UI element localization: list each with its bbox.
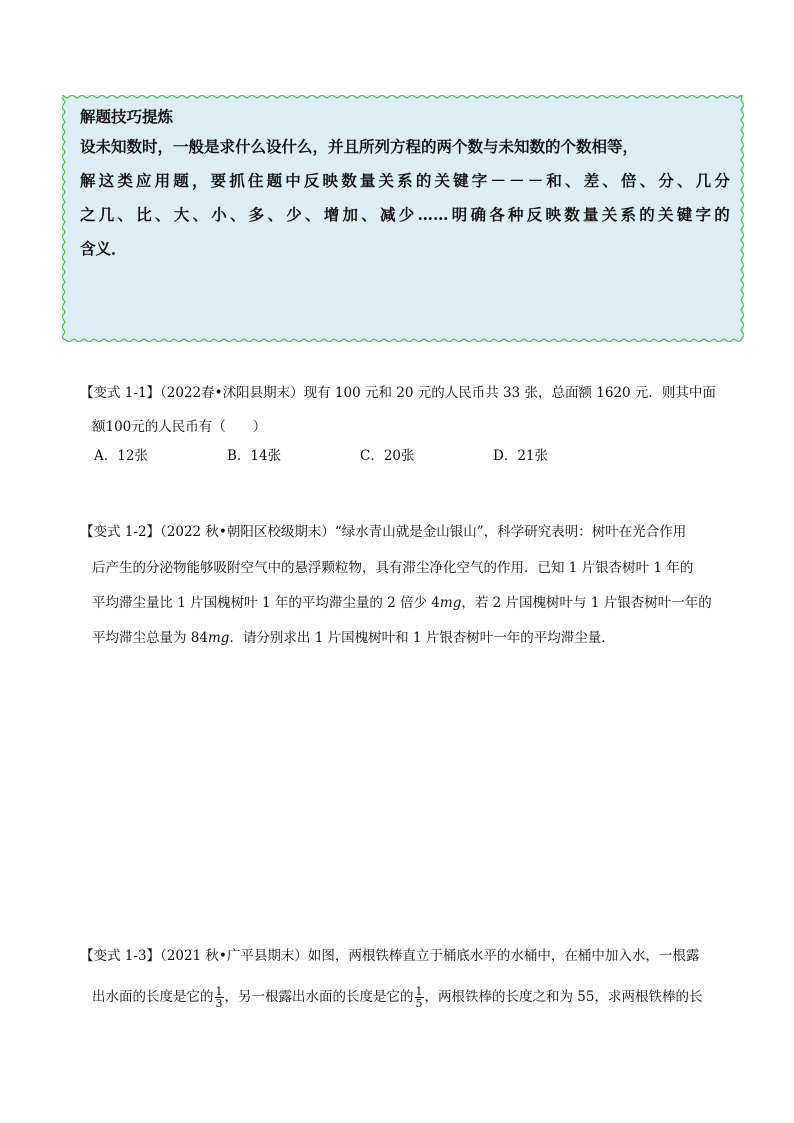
tip-line-2-char: 字 (471, 171, 488, 190)
tip-line-2-char: ， (191, 171, 208, 190)
tip-line-2-char: 倍 (621, 171, 637, 190)
tip-line-3-char: 、 (230, 205, 246, 224)
tip-line-3-char: 增 (323, 205, 340, 224)
tip-line-2-char: 中 (285, 171, 301, 190)
tip-line-2-char: － (509, 171, 525, 190)
tip-line-2-char: 应 (135, 171, 152, 190)
tip-line-3-char: 、 (155, 205, 171, 224)
tip-line-2-char: 抓 (229, 171, 245, 190)
tip-line-2-char: 反 (303, 171, 320, 190)
tip-line-2-char: 量 (359, 171, 376, 190)
tip-line-1: 设未知数时，一般是求什么设什么，并且所列方程的两个数与未知数的个数相等， (80, 137, 639, 156)
tip-line-2-char: 题 (173, 171, 189, 190)
tip-line-2-char: 、 (677, 171, 693, 190)
tip-line-2-char: 关 (378, 171, 395, 190)
question-1-1-line-2: 额100元的人民币有（ ） (92, 419, 267, 435)
tip-line-4: 含义． (80, 239, 127, 258)
tip-line-2-char: 分 (658, 171, 674, 190)
tip-line-2-char: 类 (117, 171, 133, 190)
tip-line-3-char: 减 (380, 205, 396, 224)
tip-line-3-char: 各 (489, 205, 505, 224)
tip-line-3-char: 、 (305, 205, 321, 224)
tip-line-2-char: 几 (695, 171, 712, 190)
tip-line-2-char: 、 (602, 171, 618, 190)
tip-line-2-char: 、 (639, 171, 656, 190)
option-a[interactable]: A．12张 (94, 448, 148, 464)
tip-line-2-char: 、 (565, 171, 581, 190)
tip-box (62, 95, 744, 342)
tip-line-3-char: 加 (342, 205, 359, 224)
tip-line-3-char: 的 (639, 205, 655, 224)
tip-line-3-char: 、 (192, 205, 209, 224)
tip-line-2-char: 关 (434, 171, 450, 190)
tip-line-2-char: 和 (546, 171, 562, 190)
option-d[interactable]: D．21张 (493, 448, 549, 464)
option-c[interactable]: C．20张 (360, 448, 415, 464)
tip-line-2-char: 用 (154, 171, 171, 190)
question-1-1-line-1: 【变式 1-1】（2022春•沭阳县期末）现有 100 元和 20 元的人民币共 33 张，总面额 1620 元．则其中面 (80, 385, 716, 401)
tip-line-3-char: 少 (398, 205, 415, 224)
tip-line-3-char: 确 (470, 205, 486, 224)
question-1-3-line-1: 【变式 1-3】（2021 秋•广平县期末）如图，两根铁棒直立于桶底水平的水桶中，在桶中加入水，一根露 (80, 948, 700, 964)
tip-line-2-char: 的 (415, 171, 432, 190)
tip-line-3-char: 关 (601, 205, 618, 224)
tip-line-3-char: 之 (80, 205, 96, 224)
tip-line-2 (80, 171, 730, 191)
tip-line-3-char: 数 (564, 205, 580, 224)
tip-line-2-char: 解 (80, 171, 96, 190)
tip-line-3-char: 少 (286, 205, 302, 224)
tip-line-2-char: 要 (210, 171, 227, 190)
tip-line-3-char: 几 (98, 205, 115, 224)
tip-line-2-char: 数 (341, 171, 357, 190)
tip-line-3-char: 、 (117, 205, 134, 224)
option-b[interactable]: B．14张 (227, 448, 282, 464)
tip-line-3-char: 大 (173, 205, 190, 224)
tip-line-3-char: 映 (545, 205, 561, 224)
fraction-one-fifth: $\frac{1}{5}$ (415, 984, 423, 1010)
tip-title: 解题技巧提炼 (80, 107, 174, 126)
tip-line-3-char: 键 (676, 205, 693, 224)
tip-line-3-char: …… (417, 205, 449, 224)
question-1-2-line-1: 【变式 1-2】（2022 秋•朝阳区校级期末）“绿水青山就是金山银山”，科学研究表明：树叶在光合作用 (80, 524, 687, 540)
tip-line-2-char: 差 (583, 171, 600, 190)
question-1-2-line-3: 平均滞尘量比 1 片国槐树叶 1 年的平均滞尘量的 2 倍少 4mg，若 2 片国槐树叶与 1 片银杏树叶一年的 (92, 595, 712, 611)
tip-line-2-char: 键 (453, 171, 469, 190)
question-1-1-options (80, 447, 716, 465)
question-1-2-line-2: 后产生的分泌物能够吸附空气中的悬浮颗粒物，具有滞尘净化空气的作用．已知 1 片银杏树叶 1 年的 (92, 560, 694, 576)
tip-line-3-char: 、 (361, 205, 377, 224)
tip-line-2-char: 题 (266, 171, 283, 190)
fraction-one-third: $\frac{1}{3}$ (215, 984, 223, 1010)
tip-line-3-char: 字 (695, 205, 711, 224)
tip-line-3-char: 种 (507, 205, 524, 224)
question-1-2-line-4: 平均滞尘总量为 84mg．请分别求出 1 片国槐树叶和 1 片银杏树叶一年的平均滞尘量． (92, 630, 615, 646)
tip-line-3-char: 量 (582, 205, 599, 224)
tip-line-2-char: 住 (247, 171, 264, 190)
tip-line-2-char: 分 (714, 171, 730, 190)
tip-line-3-char: 反 (526, 205, 543, 224)
question-1-2 (80, 523, 712, 647)
tip-line-3-char: 关 (657, 205, 674, 224)
tip-line-3-char: 系 (620, 205, 636, 224)
tip-line-2-char: 系 (397, 171, 413, 190)
tip-line-3-char: 的 (714, 205, 730, 224)
tip-line-3-char: 小 (211, 205, 227, 224)
tip-line-2-char: － (490, 171, 506, 190)
question-1-3-line-2: 出水面的长度是它的 $\frac{1}{3}$ ，另一根露出水面的长度是它的 $\frac{1}{5}$ ，两根铁棒的长度之和为 55，求两根铁棒的长 (92, 984, 703, 1010)
tip-line-3-char: 、 (267, 205, 284, 224)
tip-line-3-char: 多 (248, 205, 265, 224)
tip-line-3-char: 比 (136, 205, 152, 224)
tip-line-2-char: 这 (98, 171, 115, 190)
tip-line-3 (80, 205, 730, 225)
question-1-3 (80, 947, 702, 1009)
question-1-1 (80, 384, 716, 465)
tip-line-2-char: － (527, 171, 544, 190)
tip-line-3-char: 明 (451, 205, 468, 224)
tip-content (80, 107, 730, 273)
tip-line-2-char: 映 (322, 171, 339, 190)
